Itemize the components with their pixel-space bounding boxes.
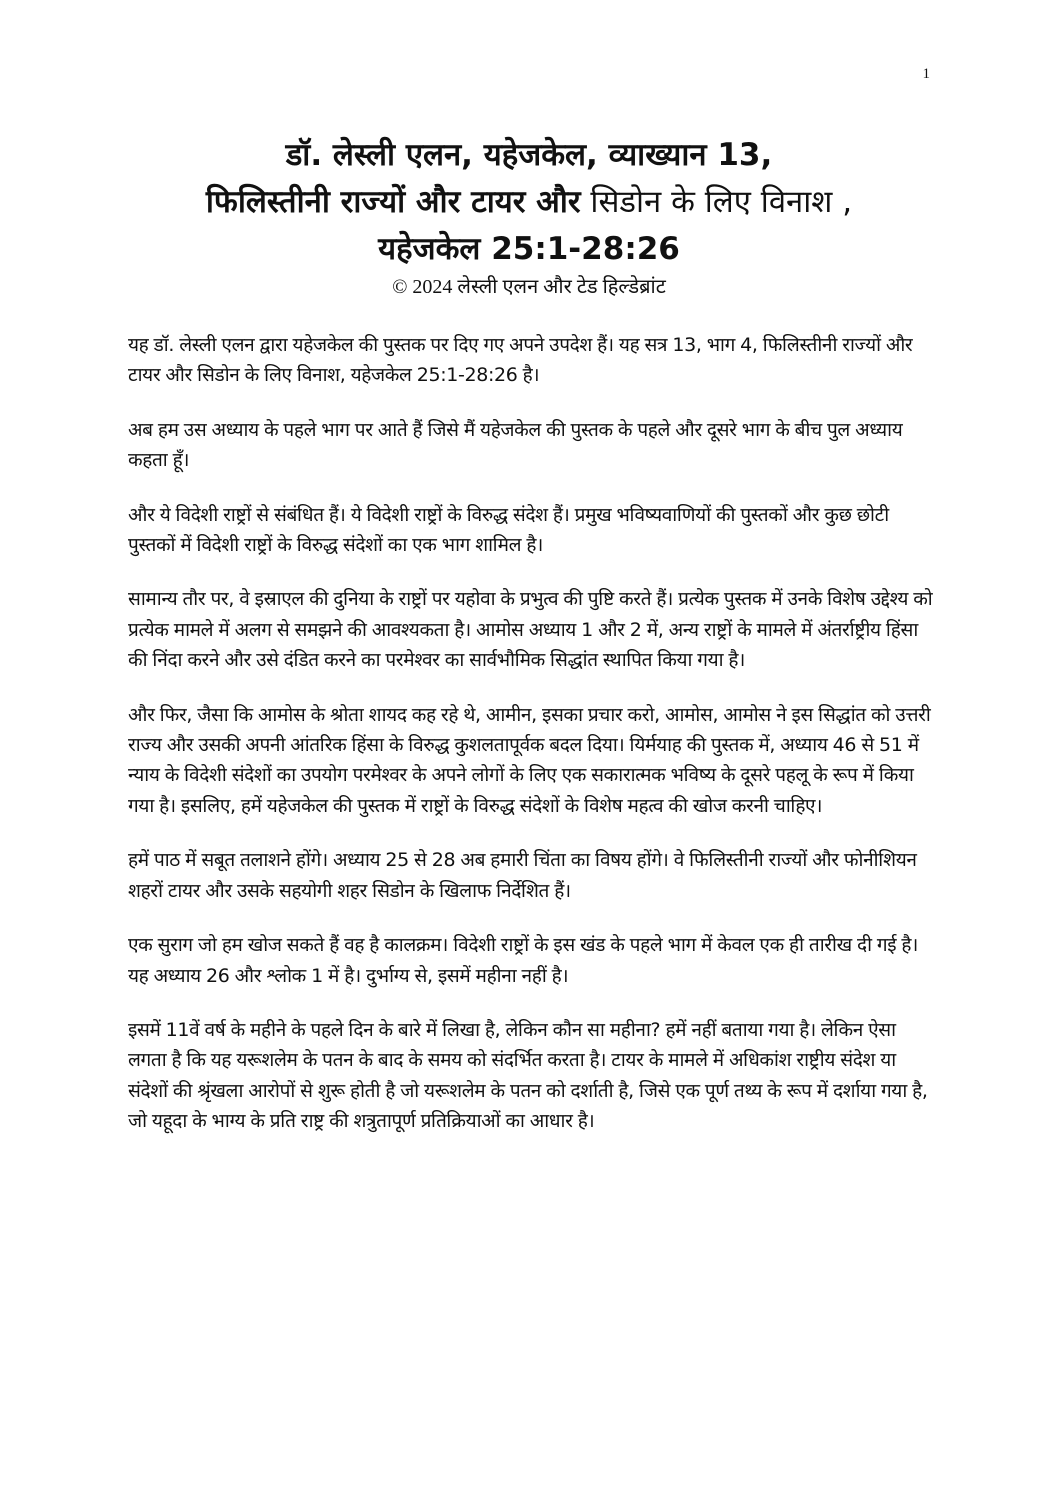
paragraph-7: एक सुराग जो हम खोज सकते हैं वह है कालक्रम। विदेशी राष्ट्रों के इस खंड के पहले भाग में केवल एक ही तारीख दी गई है। यह अध्याय 26 और श्लोक 1 में है। दुर्भाग्य से, इसमें महीना नहीं है।: [128, 934, 918, 987]
page-number: 1: [922, 66, 930, 82]
document-body: [128, 330, 934, 1161]
paragraph-5: और फिर, जैसा कि आमोस के श्रोता शायद कह रहे थे, आमीन, इसका प्रचार करो, आमोस, आमोस ने इस सिद्धांत को उत्तरी राज्य और उसकी अपनी आंतरिक हिंसा के विरुद्ध कुशलतापूर्वक बदल दिया। यिर्मयाह की पुस्तक में, अध्याय 46 से 51 में न्याय के विदेशी संदेशों का उपयोग परमेश्वर के अपने लोगों के लिए एक सकारात्मक भविष्य के दूसरे पहलू के रूप में किया गया है। इसलिए, हमें यहेजकेल की पुस्तक में राष्ट्रों के विरुद्ध संदेशों के विशेष महत्व की खोज करनी चाहिए।: [128, 703, 931, 817]
paragraph-2: अब हम उस अध्याय के पहले भाग पर आते हैं जिसे मैं यहेजकेल की पुस्तक के पहले और दूसरे भाग के बीच पुल अध्याय कहता हूँ।: [128, 418, 903, 472]
title-line-2-bold: फिलिस्तीनी राज्यों और टायर और: [205, 184, 581, 220]
paragraph-4: सामान्य तौर पर, वे इस्राएल की दुनिया के राष्ट्रों पर यहोवा के प्रभुत्व की पुष्टि करते हैं। प्रत्येक पुस्तक में उनके विशेष उद्देश्य को प्रत्येक मामले में अलग से समझने की आवश्यकता है। आमोस अध्याय 1 और 2 में, अन्य राष्ट्रों के मामले में अंतर्राष्ट्रीय हिंसा की निंदा करने और उसे दंडित करने का परमेश्वर का सार्वभौमिक सिद्धांत स्थापित किया गया है।: [128, 588, 933, 672]
paragraph-6: हमें पाठ में सबूत तलाशने होंगे। अध्याय 25 से 28 अब हमारी चिंता का विषय होंगे। वे फिलिस्तीनी राज्यों और फोनीशियन शहरों टायर और उसके सहयोगी शहर सिडोन के खिलाफ निर्देशित हैं।: [128, 849, 917, 902]
paragraph-1: यह डॉ. लेस्ली एलन द्वारा यहेजकेल की पुस्तक पर दिए गए अपने उपदेश हैं। यह सत्र 13, भाग 4, फिलिस्तीनी राज्यों और टायर और सिडोन के लिए विनाश, यहेजकेल 25:1-28:26 है।: [128, 334, 913, 387]
title-line-3: यहेजकेल 25:1-28:26: [378, 231, 680, 267]
copyright-notice: © 2024 लेस्ली एलन और टेड हिल्डेब्रांट: [392, 276, 666, 298]
paragraph-8: इसमें 11वें वर्ष के महीने के पहले दिन के बारे में लिखा है, लेकिन कौन सा महीना? हमें नहीं बताया गया है। लेकिन ऐसा लगता है कि यह यरूशलेम के पतन के बाद के समय को संदर्भित करता है। टायर के मामले में अधिकांश राष्ट्रीय संदेश या संदेशों की श्रृंखला आरोपों से शुरू होती है जो यरूशलेम के पतन को दर्शाती है, जिसे एक पूर्ण तथ्य के रूप में दर्शाया गया है, जो यहूदा के भाग्य के प्रति राष्ट्र की शत्रुतापूर्ण प्रतिक्रियाओं का आधार है।: [128, 1018, 928, 1133]
paragraph-3: और ये विदेशी राष्ट्रों से संबंधित हैं। ये विदेशी राष्ट्रों के विरुद्ध संदेश हैं। प्रमुख भविष्यवाणियों की पुस्तकों और कुछ छोटी पुस्तकों में विदेशी राष्ट्रों के विरुद्ध संदेशों का एक भाग शामिल है।: [128, 503, 889, 557]
title-line-2: [100, 179, 958, 226]
title-block: [100, 132, 958, 301]
title-line-2-light: सिडोन के लिए विनाश ,: [580, 184, 853, 220]
title-line-1: डॉ. लेस्ली एलन, यहेजकेल, व्याख्यान 13,: [285, 137, 773, 173]
